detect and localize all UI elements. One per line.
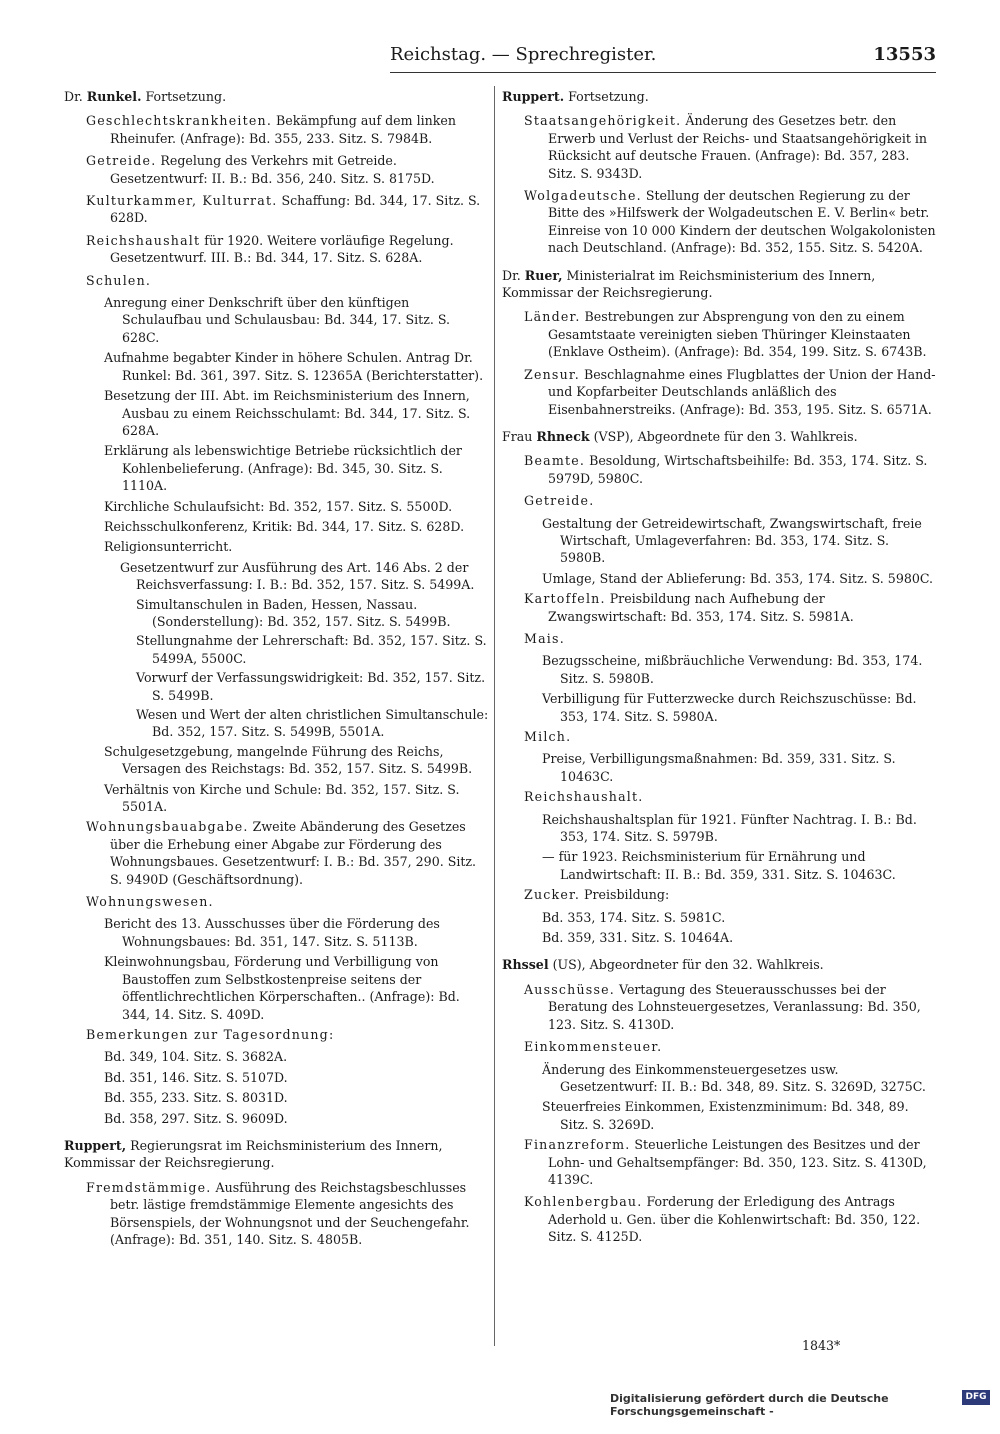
reference-text: Kleinwohnungsbau, Förderung und Verbilligung von Baustoffen zum Selbstkostenpreise seitens der öffentlichrechtlichen Körperschaften.. (Anfrage): Bd. 344, 14. Sitz. S. 409D. — [104, 954, 460, 1022]
topic-entry — [524, 728, 938, 745]
topic-entry — [86, 152, 490, 187]
reference-text: Bd. 359, 331. Sitz. S. 10464A. — [542, 930, 734, 946]
topic-keyword: Bemerkungen zur Tagesordnung: — [86, 1026, 335, 1042]
topic-keyword: Kohlenbergbau. — [524, 1194, 643, 1210]
topic-entry — [524, 590, 938, 625]
subtopic-entry — [136, 706, 490, 741]
reference-text: Religionsunterricht. — [104, 539, 233, 555]
subtopic-entry — [104, 915, 490, 950]
subtopic-entry — [136, 596, 490, 631]
right-column — [502, 88, 938, 1251]
subtopic-entry — [104, 953, 490, 1023]
subtopic-entry — [104, 349, 490, 384]
speaker-entry — [502, 267, 938, 302]
speaker-name: Runkel. — [86, 89, 142, 104]
subtopic-entry — [542, 1098, 938, 1133]
topic-entry — [86, 1026, 490, 1043]
topic-entry — [524, 788, 938, 805]
digitization-credit: Digitalisierung gefördert durch die Deutsche Forschungsgemeinschaft - — [610, 1392, 889, 1418]
topic-entry — [86, 272, 490, 289]
subtopic-entry — [104, 1048, 490, 1065]
speaker-name: Ruppert. — [502, 89, 565, 104]
reference-text: Forderung der Erledigung des Antrags Aderhold u. Gen. über die Kohlenwirtschaft: Bd. 350, 122. Sitz. S. 4125D. — [548, 1194, 921, 1245]
topic-keyword: Ausschüsse. — [524, 981, 615, 997]
reference-text: Steuerliche Leistungen des Besitzes und der Lohn- und Gehaltsempfänger: Bd. 350, 123. Sitz. S. 4130D, 4139C. — [548, 1137, 927, 1187]
reference-text: Reichshaushaltsplan für 1921. Fünfter Nachtrag. I. B.: Bd. 353, 174. Sitz. S. 5979B. — [542, 811, 917, 845]
topic-entry — [524, 1193, 938, 1245]
subtopic-entry — [542, 1061, 938, 1096]
speaker-title: Dr. — [64, 89, 83, 104]
speaker-entry — [64, 1137, 490, 1172]
topic-keyword: Reichshaushalt — [86, 232, 201, 248]
reference-text: Stellung der deutschen Regierung zu der Bitte des »Hilfswerk der Wolgadeutschen E. V. Berlin« betr. Einreise von 10 000 Kindern der deutschen Wolgakolonisten nach Deutschland. (Anfrage): Bd. 352, 155. Sitz. S. 5420A. — [548, 188, 936, 256]
reference-text: Anregung einer Denkschrift über den künftigen Schulaufbau und Schulausbau: Bd. 344, 17. Sitz. S. 628C. — [104, 295, 451, 345]
subtopic-entry — [542, 811, 938, 846]
subtopic-entry — [104, 1110, 490, 1127]
subtopic-entry — [104, 518, 490, 535]
reference-text: Kirchliche Schulaufsicht: Bd. 352, 157. Sitz. S. 5500D. — [104, 498, 453, 514]
subtopic-entry — [104, 1069, 490, 1086]
topic-keyword: Getreide. — [524, 493, 595, 509]
topic-keyword: Reichshaushalt. — [524, 789, 644, 805]
left-column — [64, 88, 490, 1253]
subtopic-entry — [542, 750, 938, 785]
reference-text: — für 1923. Reichsministerium für Ernährung und Landwirtschaft: II. B.: Bd. 359, 331. Sitz. S. 10463C. — [542, 849, 896, 882]
header-rule — [390, 72, 936, 73]
reference-text: Bd. 353, 174. Sitz. S. 5981C. — [542, 909, 726, 925]
reference-text: Bd. 355, 233. Sitz. S. 8031D. — [104, 1090, 288, 1106]
topic-entry — [524, 492, 938, 509]
reference-text: Gestaltung der Getreidewirtschaft, Zwangswirtschaft, freie Wirtschaft, Umlageverfahren: Bd. 353, 174. Sitz. S. 5980B. — [542, 515, 922, 566]
topic-entry — [524, 630, 938, 647]
subtopic-entry — [104, 743, 490, 778]
subtopic-entry — [542, 515, 938, 567]
reference-text: Zweite Abänderung des Gesetzes über die Erhebung einer Abgabe zur Förderung des Wohnungsbaues. Gesetzentwurf: I. B.: Bd. 357, 290. Sitz. S. 9490D (Geschäftsordnung). — [110, 819, 477, 887]
reference-text: Besoldung, Wirtschaftsbeihilfe: Bd. 353, 174. Sitz. S. 5979D, 5980C. — [548, 453, 928, 486]
subtopic-entry — [104, 781, 490, 816]
subtopic-entry — [136, 669, 490, 704]
topic-entry — [524, 981, 938, 1033]
subtopic-entry — [542, 929, 938, 946]
reference-text: Bd. 358, 297. Sitz. S. 9609D. — [104, 1110, 288, 1126]
topic-keyword: Schulen. — [86, 272, 152, 288]
reference-text: Bestrebungen zur Absprengung von den zu einem Gesamtstaate vereinigten sieben Thüringer Kleinstaaten (Enklave Ostheim). (Anfrage): Bd. 354, 199. Sitz. S. 6743B. — [548, 309, 927, 360]
topic-keyword: Wohnungswesen. — [86, 894, 214, 910]
topic-entry — [86, 1179, 490, 1249]
reference-text: Steuerfreies Einkommen, Existenzminimum: Bd. 348, 89. Sitz. S. 3269D. — [542, 1099, 909, 1132]
speaker-description: (VSP), Abgeordnete für den 3. Wahlkreis. — [589, 428, 858, 444]
topic-entry — [86, 893, 490, 910]
subtopic-entry — [542, 848, 938, 883]
topic-keyword: Finanzreform. — [524, 1137, 631, 1153]
topic-keyword: Staatsangehörigkeit. — [524, 113, 682, 129]
topic-keyword: Milch. — [524, 729, 572, 744]
reference-text: Bezugsscheine, mißbräuchliche Verwendung: Bd. 353, 174. Sitz. S. 5980B. — [542, 653, 923, 686]
header-title: Reichstag. — Sprechregister. — [390, 44, 657, 65]
topic-keyword: Länder. — [524, 309, 581, 325]
reference-text: Bekämpfung auf dem linken Rheinufer. (Anfrage): Bd. 355, 233. Sitz. S. 7984B. — [110, 113, 456, 146]
reference-text: Umlage, Stand der Ablieferung: Bd. 353, 174. Sitz. S. 5980C. — [542, 570, 934, 586]
reference-text: Beschlagnahme eines Flugblattes der Union der Hand- und Kopfarbeiter Deutschlands anläßlich des Eisenbahnerstreiks. (Anfrage): Bd. 353, 195. Sitz. S. 6571A. — [548, 366, 936, 417]
speaker-entry — [64, 88, 490, 105]
reference-text: Vorwurf der Verfassungswidrigkeit: Bd. 352, 157. Sitz. S. 5499B. — [136, 670, 486, 703]
speaker-entry — [502, 428, 938, 445]
reference-text: Schulgesetzgebung, mangelnde Führung des Reichs, Versagen des Reichstags: Bd. 352, 157. Sitz. S. 5499B. — [104, 743, 473, 777]
topic-keyword: Wolgadeutsche. — [524, 188, 642, 204]
subtopic-entry — [104, 498, 490, 515]
speaker-name: Ruer, — [524, 267, 563, 283]
topic-keyword: Wohnungsbauabgabe. — [86, 819, 249, 835]
subtopic-entry — [542, 570, 938, 587]
running-header — [390, 42, 936, 72]
speaker-description: Fortsetzung. — [141, 89, 227, 104]
reference-text: Preise, Verbilligungsmaßnahmen: Bd. 359, 331. Sitz. S. 10463C. — [542, 751, 896, 784]
reference-text: Aufnahme begabter Kinder in höhere Schulen. Antrag Dr. Runkel: Bd. 361, 397. Sitz. S. 12365A (Berichterstatter). — [104, 350, 484, 383]
topic-entry — [524, 112, 938, 182]
topic-entry — [524, 187, 938, 257]
topic-entry — [524, 1136, 938, 1188]
reference-text: für 1920. Weitere vorläufige Regelung. Gesetzentwurf. III. B.: Bd. 344, 17. Sitz. S. 628A. — [110, 232, 454, 266]
topic-entry — [524, 366, 938, 418]
subtopic-entry — [136, 632, 490, 667]
topic-keyword: Getreide. — [86, 153, 157, 169]
reference-text: Erklärung als lebenswichtige Betriebe rücksichtlich der Kohlenbelieferung. (Anfrage): Bd. 345, 30. Sitz. S. 1110A. — [104, 443, 462, 494]
reference-text: Bericht des 13. Ausschusses über die Förderung des Wohnungsbaues: Bd. 351, 147. Sitz. S. 5113B. — [104, 916, 440, 949]
reference-text: Preisbildung: — [580, 887, 670, 903]
topic-keyword: Zensur. — [524, 366, 580, 382]
topic-keyword: Kartoffeln. — [524, 591, 606, 607]
subtopic-entry — [104, 294, 490, 346]
reference-text: Ausführung des Reichstagsbeschlusses betr. lästige fremdstämmige Elemente angesichts des Börsenspiels, der Wohnungsnot und der Seuchengefahr. (Anfrage): Bd. 351, 140. Sitz. S. 4805B. — [110, 1179, 470, 1247]
reference-text: Bd. 351, 146. Sitz. S. 5107D. — [104, 1069, 288, 1085]
subtopic-entry — [104, 387, 490, 439]
reference-text: Regelung des Verkehrs mit Getreide. Gesetzentwurf: II. B.: Bd. 356, 240. Sitz. S. 8175D. — [110, 153, 435, 186]
speaker-description: Ministerialrat im Reichsministerium des Innern, Kommissar der Reichsregierung. — [502, 267, 876, 301]
speaker-description: Regierungsrat im Reichsministerium des Innern, Kommissar der Reichsregierung. — [64, 1137, 443, 1171]
reference-text: Änderung des Einkommensteuergesetzes usw. Gesetzentwurf: II. B.: Bd. 348, 89. Sitz. S. 3269D, 3275C. — [542, 1061, 926, 1094]
reference-text: Vertagung des Steuerausschusses bei der Beratung des Lohnsteuergesetzes, Veranlassung: Bd. 350, 123. Sitz. S. 4130D. — [548, 981, 921, 1032]
topic-entry — [86, 112, 490, 147]
subtopic-entry — [104, 1089, 490, 1106]
sheet-mark: 1843* — [802, 1338, 841, 1353]
reference-text: Simultanschulen in Baden, Hessen, Nassau. (Sonderstellung): Bd. 352, 157. Sitz. S. 5499B. — [136, 596, 451, 629]
speaker-name: Rhneck — [536, 428, 590, 444]
speaker-title: Dr. — [502, 267, 521, 283]
speaker-name: Ruppert, — [64, 1137, 127, 1153]
topic-entry — [524, 886, 938, 903]
reference-text: Preisbildung nach Aufhebung der Zwangswirtschaft: Bd. 353, 174. Sitz. S. 5981A. — [548, 591, 854, 624]
speaker-name: Rhssel — [502, 957, 549, 973]
column-divider — [494, 86, 495, 1346]
reference-text: Gesetzentwurf zur Ausführung des Art. 146 Abs. 2 der Reichsverfassung: I. B.: Bd. 352, 157. Sitz. S. 5499A. — [120, 559, 475, 593]
speaker-entry — [502, 956, 938, 973]
speaker-description: (US), Abgeordneter für den 32. Wahlkreis. — [548, 957, 824, 973]
reference-text: Reichsschulkonferenz, Kritik: Bd. 344, 17. Sitz. S. 628D. — [104, 518, 465, 534]
topic-keyword: Mais. — [524, 630, 565, 646]
speaker-title: Frau — [502, 428, 533, 444]
speaker-description: Fortsetzung. — [564, 89, 649, 104]
speaker-entry — [502, 88, 938, 105]
subtopic-entry — [542, 652, 938, 687]
subtopic-entry — [542, 690, 938, 725]
topic-entry — [86, 192, 490, 227]
topic-keyword: Geschlechtskrankheiten. — [86, 113, 273, 129]
page-number: 13553 — [873, 44, 936, 65]
topic-entry — [524, 452, 938, 487]
reference-text: Stellungnahme der Lehrerschaft: Bd. 352, 157. Sitz. S. 5499A, 5500C. — [136, 633, 487, 666]
topic-entry — [86, 818, 490, 888]
reference-text: Verhältnis von Kirche und Schule: Bd. 352, 157. Sitz. S. 5501A. — [104, 781, 460, 815]
subtopic-entry — [120, 559, 490, 594]
topic-keyword: Kulturkammer, Kulturrat. — [86, 193, 278, 209]
topic-keyword: Fremdstämmige. — [86, 1179, 212, 1195]
topic-keyword: Beamte. — [524, 453, 586, 469]
subtopic-entry — [104, 538, 490, 555]
topic-entry — [524, 1038, 938, 1055]
subtopic-entry — [104, 442, 490, 494]
subtopic-entry — [542, 909, 938, 926]
dfg-logo: DFG — [962, 1390, 990, 1405]
topic-keyword: Einkommensteuer. — [524, 1039, 663, 1055]
reference-text: Besetzung der III. Abt. im Reichsministerium des Innern, Ausbau zu einem Reichsschulamt: Bd. 344, 17. Sitz. S. 628A. — [104, 388, 471, 438]
reference-text: Änderung des Gesetzes betr. den Erwerb und Verlust der Reichs- und Staatsangehörigkeit in Rücksicht auf deutsche Frauen. (Anfrage): Bd. 357, 283. Sitz. S. 9343D. — [548, 113, 928, 181]
topic-entry — [86, 232, 490, 267]
reference-text: Wesen und Wert der alten christlichen Simultanschule: Bd. 352, 157. Sitz. S. 5499B, 5501A. — [136, 707, 489, 740]
reference-text: Verbilligung für Futterzwecke durch Reichszuschüsse: Bd. 353, 174. Sitz. S. 5980A. — [542, 691, 917, 724]
topic-keyword: Zucker. — [524, 887, 581, 903]
reference-text: Schaffung: Bd. 344, 17. Sitz. S. 628D. — [110, 193, 481, 226]
reference-text: Bd. 349, 104. Sitz. S. 3682A. — [104, 1049, 288, 1065]
topic-entry — [524, 308, 938, 360]
